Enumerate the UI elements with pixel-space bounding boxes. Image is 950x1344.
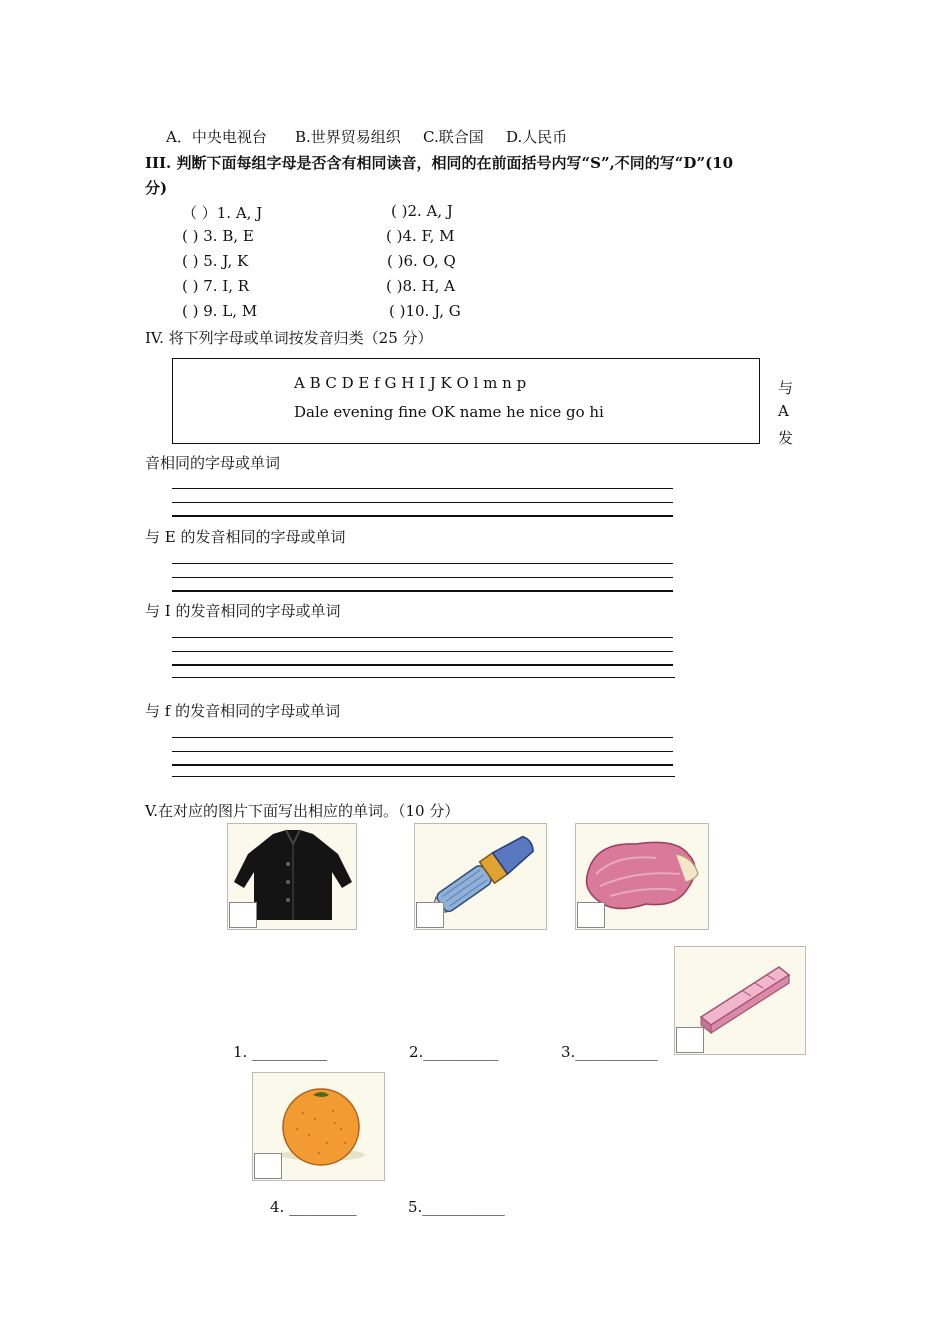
pen-picture [414, 823, 547, 930]
answer-line[interactable] [172, 651, 673, 652]
answer-box[interactable] [254, 1153, 282, 1179]
answer-blank-5[interactable]: 5.___________ [408, 1198, 505, 1216]
section3-title: III. 判断下面每组字母是否含有相同读音，相同的在前面括号内写“S”,不同的写“D”(10 [145, 154, 734, 172]
judge-item-10: ( )10. J, G [389, 302, 461, 320]
word-bank-words: Dale evening fine OK name he nice go hi [294, 403, 604, 421]
judge-item-7: ( ) 7. I, R [182, 277, 250, 295]
judge-item-3: ( ) 3. B, E [182, 227, 254, 245]
answer-box[interactable] [416, 902, 444, 928]
option-b: B.世界贸易组织 [295, 128, 401, 146]
group-i-label: 与 I 的发音相同的字母或单词 [145, 602, 341, 620]
word-bank-letters: A B C D E f G H I J K O l m n p [294, 374, 527, 392]
answer-blank-2[interactable]: 2.__________ [409, 1043, 499, 1061]
ruler-picture [674, 946, 806, 1055]
answer-line[interactable] [172, 677, 675, 678]
judge-item-2: ( )2. A, J [391, 202, 453, 220]
option-a: A．中央电视台 [166, 128, 267, 146]
judge-item-8: ( )8. H, A [386, 277, 456, 295]
judge-item-4: ( )4. F, M [386, 227, 455, 245]
option-c: C.联合国 [423, 128, 484, 146]
answer-blank-1[interactable]: 1. __________ [233, 1043, 328, 1061]
answer-box[interactable] [229, 902, 257, 928]
answer-blank-3[interactable]: 3.___________ [561, 1043, 658, 1061]
answer-line[interactable] [172, 563, 673, 564]
section4-title: IV. 将下列字母或单词按发音归类（25 分） [145, 329, 433, 347]
answer-box[interactable] [676, 1027, 704, 1053]
section3-title-cont: 分) [145, 179, 168, 197]
judge-item-6: ( )6. O, Q [387, 252, 456, 270]
judge-item-5: ( ) 5. J, K [182, 252, 249, 270]
answer-line[interactable] [172, 515, 673, 517]
section5-title: V.在对应的图片下面写出相应的单词。（10 分） [145, 802, 460, 820]
coat-picture [227, 823, 357, 930]
answer-line[interactable] [172, 502, 673, 503]
side-char-2: A [778, 402, 789, 420]
side-char-1: 与 [778, 379, 794, 397]
answer-line[interactable] [172, 751, 673, 752]
answer-line[interactable] [172, 776, 675, 777]
option-d: D.人民币 [506, 128, 568, 146]
answer-line[interactable] [172, 637, 673, 638]
word-bank-box [172, 358, 760, 444]
orange-picture [252, 1072, 385, 1181]
answer-line[interactable] [172, 488, 673, 489]
answer-blank-4[interactable]: 4. _________ [270, 1198, 357, 1216]
judge-item-1: （ ）1. A, J [182, 204, 263, 222]
meat-picture [575, 823, 709, 930]
answer-line[interactable] [172, 590, 673, 592]
answer-box[interactable] [577, 902, 605, 928]
group-f-label: 与 f 的发音相同的字母或单词 [145, 702, 341, 720]
side-char-3: 发 [778, 429, 794, 447]
answer-line[interactable] [172, 577, 673, 578]
answer-line[interactable] [172, 764, 673, 766]
group-a-label: 音相同的字母或单词 [145, 454, 281, 472]
group-e-label: 与 E 的发音相同的字母或单词 [145, 528, 346, 546]
answer-line[interactable] [172, 664, 673, 666]
answer-line[interactable] [172, 737, 673, 738]
judge-item-9: ( ) 9. L, M [182, 302, 258, 320]
